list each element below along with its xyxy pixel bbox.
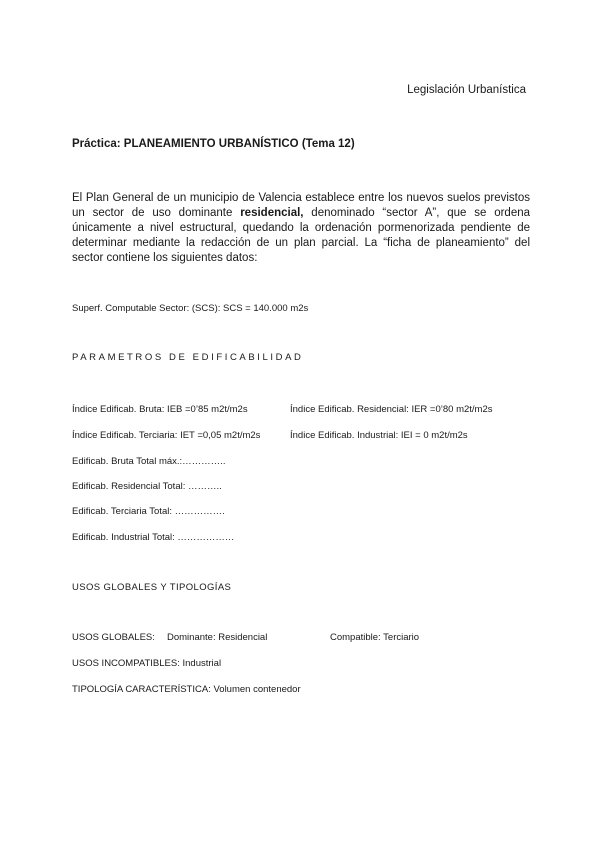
intro-paragraph [72, 191, 530, 266]
industrial-total-line: Edificab. Industrial Total: ……………… [72, 532, 235, 543]
residencial-total-line: Edificab. Residencial Total: ……….. [72, 481, 222, 492]
usos-heading: USOS GLOBALES Y TIPOLOGÍAS [72, 582, 232, 593]
intro-text-1: El Plan General de un municipio de Valencia establece entre los nuevos suelos previstos un sector de uso dominante [72, 192, 530, 219]
iei-line: Índice Edificab. Industrial: IEI = 0 m2t/m2s [290, 430, 468, 441]
usos-globales-label: USOS GLOBALES: [72, 632, 155, 643]
uso-compatible: Compatible: Terciario [330, 632, 420, 643]
terciaria-total-line: Edificab. Terciaria Total: ……………. [72, 506, 225, 517]
ier-line: Índice Edificab. Residencial: IER =0’80 m2t/m2s [290, 404, 493, 415]
intro-bold-word: residencial, [240, 207, 304, 219]
usos-incompatibles: USOS INCOMPATIBLES: Industrial [72, 658, 222, 669]
surface-line: Superf. Computable Sector: (SCS): SCS = 140.000 m2s [72, 303, 309, 314]
practice-title: Práctica: PLANEAMIENTO URBANÍSTICO (Tema 12) [72, 138, 355, 150]
bruta-total-line: Edificab. Bruta Total máx.:………….. [72, 456, 226, 467]
iet-line: Índice Edificab. Terciaria: IET =0,05 m2t/m2s [72, 430, 261, 441]
tipologia-caracteristica: TIPOLOGÍA CARACTERÍSTICA: Volumen contenedor [72, 684, 301, 695]
intro-text-2: denominado “sector A”, que se ordena únicamente a nivel estructural, quedando la ordenación pormenorizada pendiente de determinar mediante la redacción de un plan parcial. La “ficha de planeamiento” del sector contiene los siguientes datos: [72, 207, 531, 264]
ieb-line: Índice Edificab. Bruta: IEB =0’85 m2t/m2s [72, 404, 248, 415]
header-subject: Legislación Urbanística [407, 84, 526, 96]
uso-dominante: Dominante: Residencial [167, 632, 268, 643]
params-heading: PARAMETROS DE EDIFICABILIDAD [72, 352, 304, 363]
